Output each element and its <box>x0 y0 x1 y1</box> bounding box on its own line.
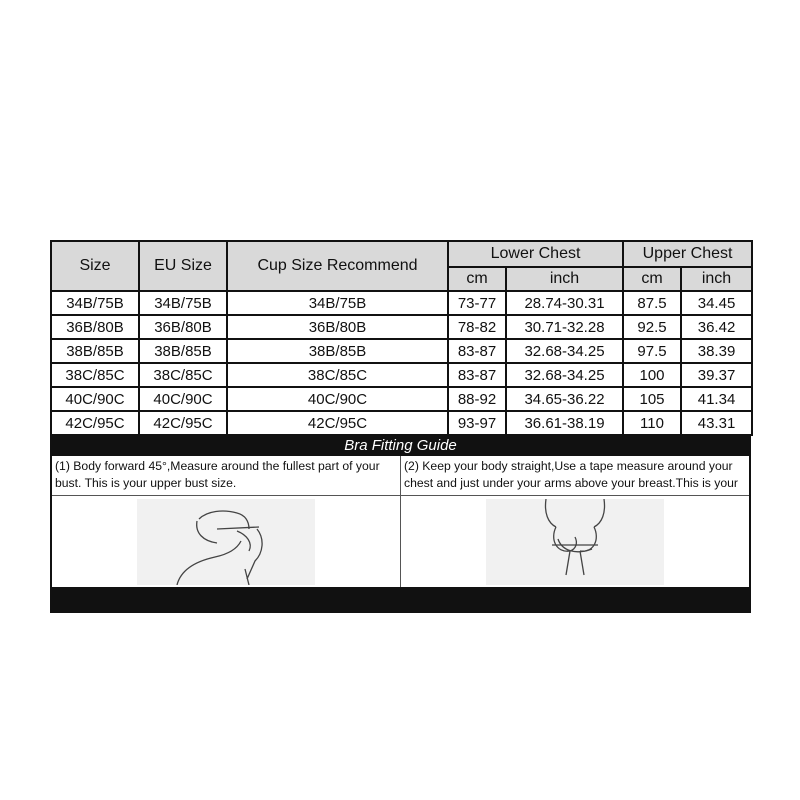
size-table <box>50 240 753 436</box>
cell-eu-size: 38C/85C <box>139 363 227 387</box>
header-lower-inch: inch <box>506 267 623 291</box>
cell-upper-inch: 36.42 <box>681 315 752 339</box>
cell-lower-cm: 93-97 <box>448 411 506 435</box>
header-size: Size <box>51 241 139 291</box>
cell-size: 38B/85B <box>51 339 139 363</box>
header-upper-chest: Upper Chest <box>623 241 752 267</box>
cell-cup-size: 34B/75B <box>227 291 448 315</box>
cell-cup-size: 42C/95C <box>227 411 448 435</box>
cell-lower-cm: 73-77 <box>448 291 506 315</box>
cell-upper-inch: 43.31 <box>681 411 752 435</box>
cell-cup-size: 38C/85C <box>227 363 448 387</box>
cell-upper-inch: 39.37 <box>681 363 752 387</box>
cell-eu-size: 42C/95C <box>139 411 227 435</box>
cell-eu-size: 40C/90C <box>139 387 227 411</box>
cell-size: 42C/95C <box>51 411 139 435</box>
cell-lower-cm: 88-92 <box>448 387 506 411</box>
cell-upper-inch: 41.34 <box>681 387 752 411</box>
cell-lower-inch: 30.71-32.28 <box>506 315 623 339</box>
cell-size: 40C/90C <box>51 387 139 411</box>
cell-upper-cm: 100 <box>623 363 681 387</box>
cell-lower-inch: 34.65-36.22 <box>506 387 623 411</box>
cell-cup-size: 36B/80B <box>227 315 448 339</box>
cell-lower-inch: 28.74-30.31 <box>506 291 623 315</box>
cell-upper-inch: 34.45 <box>681 291 752 315</box>
bottom-bar <box>50 587 751 613</box>
header-eu-size: EU Size <box>139 241 227 291</box>
cell-cup-size: 38B/85B <box>227 339 448 363</box>
cell-upper-cm: 87.5 <box>623 291 681 315</box>
table-row <box>51 315 752 339</box>
guide-step-1-text: (1) Body forward 45°,Measure around the fullest part of your bust. This is your upper bust size. <box>52 456 400 496</box>
cell-lower-cm: 78-82 <box>448 315 506 339</box>
header-cup-size: Cup Size Recommend <box>227 241 448 291</box>
table-row <box>51 411 752 435</box>
cell-eu-size: 34B/75B <box>139 291 227 315</box>
header-lower-cm: cm <box>448 267 506 291</box>
header-upper-inch: inch <box>681 267 752 291</box>
guide-step-1 <box>52 456 400 587</box>
fitting-guide <box>50 456 751 587</box>
table-row <box>51 339 752 363</box>
size-table-body <box>51 291 752 435</box>
cell-lower-inch: 36.61-38.19 <box>506 411 623 435</box>
under-bust-measure-illustration <box>486 499 664 585</box>
table-row <box>51 363 752 387</box>
cell-upper-inch: 38.39 <box>681 339 752 363</box>
guide-step-2-text: (2) Keep your body straight,Use a tape measure around your chest and just under your arms above your breast.This is your <box>401 456 749 496</box>
cell-cup-size: 40C/90C <box>227 387 448 411</box>
cell-lower-inch: 32.68-34.25 <box>506 363 623 387</box>
cell-eu-size: 36B/80B <box>139 315 227 339</box>
cell-size: 38C/85C <box>51 363 139 387</box>
cell-upper-cm: 97.5 <box>623 339 681 363</box>
cell-upper-cm: 110 <box>623 411 681 435</box>
guide-step-2 <box>400 456 749 587</box>
cell-eu-size: 38B/85B <box>139 339 227 363</box>
cell-size: 34B/75B <box>51 291 139 315</box>
cell-upper-cm: 92.5 <box>623 315 681 339</box>
table-row <box>51 387 752 411</box>
header-upper-cm: cm <box>623 267 681 291</box>
cell-lower-cm: 83-87 <box>448 339 506 363</box>
cell-lower-inch: 32.68-34.25 <box>506 339 623 363</box>
cell-lower-cm: 83-87 <box>448 363 506 387</box>
header-lower-chest: Lower Chest <box>448 241 623 267</box>
table-row <box>51 291 752 315</box>
cell-upper-cm: 105 <box>623 387 681 411</box>
fitting-guide-title: Bra Fitting Guide <box>50 436 751 456</box>
cell-size: 36B/80B <box>51 315 139 339</box>
size-chart <box>50 240 751 613</box>
upper-bust-measure-illustration <box>137 499 315 585</box>
